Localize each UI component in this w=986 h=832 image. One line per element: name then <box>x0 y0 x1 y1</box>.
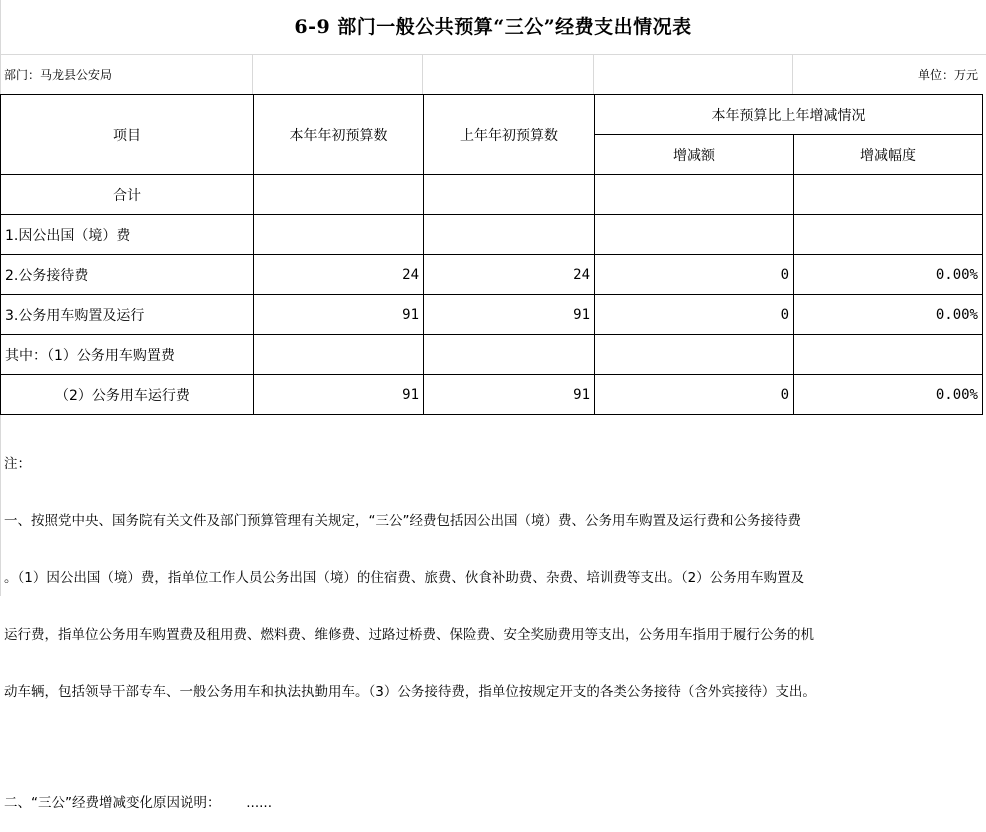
row-change: 0 <box>595 255 794 295</box>
budget-table <box>0 94 983 415</box>
gridline <box>792 54 793 94</box>
notes-line: 。（1）因公出国（境）费，指单位工作人员公务出国（境）的住宿费、旅费、伙食补助费、杂费、培训费等支出。（2）公务用车购置及 <box>4 570 805 586</box>
row-change <box>595 215 794 255</box>
row-last: 91 <box>424 295 595 335</box>
header-item: 项目 <box>1 95 254 175</box>
row-item: （2）公务用车运行费 <box>1 375 254 415</box>
header-current-budget: 本年年初预算数 <box>254 95 424 175</box>
notes-line: 运行费，指单位公务用车购置费及租用费、燃料费、维修费、过路过桥费、保险费、安全奖励费用等支出，公务用车指用于履行公务的机 <box>4 627 814 643</box>
row-current <box>254 335 424 375</box>
row-rate: 0.00% <box>794 375 983 415</box>
row-item: 其中：（1）公务用车购置费 <box>1 335 254 375</box>
header-compare-group: 本年预算比上年增减情况 <box>595 95 983 135</box>
row-current: 91 <box>254 295 424 335</box>
row-current <box>254 215 424 255</box>
gridline <box>252 54 253 94</box>
row-item: 3.公务用车购置及运行 <box>1 295 254 335</box>
notes-line: 一、按照党中央、国务院有关文件及部门预算管理有关规定，“三公”经费包括因公出国（境）费、公务用车购置及运行费和公务接待费 <box>4 513 801 529</box>
notes-line: 动车辆，包括领导干部专车、一般公务用车和执法执勤用车。（3）公务接待费，指单位按规定开支的各类公务接待（含外宾接待）支出。 <box>4 684 816 700</box>
row-rate: 0.00% <box>794 255 983 295</box>
row-current: 91 <box>254 375 424 415</box>
unit-label: 单位：万元 <box>917 68 978 82</box>
row-last: 91 <box>424 375 595 415</box>
row-item: 2.公务接待费 <box>1 255 254 295</box>
row-current <box>254 175 424 215</box>
gridline <box>0 54 986 55</box>
table-row <box>1 375 983 415</box>
row-item: 1.因公出国（境）费 <box>1 215 254 255</box>
table-row <box>1 215 983 255</box>
gridline <box>422 54 423 94</box>
table-row <box>1 255 983 295</box>
row-last <box>424 215 595 255</box>
notes-line: 二、“三公”经费增减变化原因说明： ...... <box>4 795 272 811</box>
row-last: 24 <box>424 255 595 295</box>
header-change-rate: 增减幅度 <box>794 135 983 175</box>
page-title: 6-9 部门一般公共预算“三公”经费支出情况表 <box>294 16 692 38</box>
row-change: 0 <box>595 375 794 415</box>
gridline <box>593 54 594 94</box>
row-last <box>424 175 595 215</box>
table-row <box>1 335 983 375</box>
row-rate <box>794 215 983 255</box>
row-change: 0 <box>595 295 794 335</box>
notes <box>4 417 980 832</box>
row-rate <box>794 175 983 215</box>
row-item: 合计 <box>1 175 254 215</box>
department-label: 部门：马龙县公安局 <box>4 68 113 82</box>
table-row <box>1 295 983 335</box>
row-change <box>595 175 794 215</box>
row-current: 24 <box>254 255 424 295</box>
header-last-budget: 上年年初预算数 <box>424 95 595 175</box>
header-change-amount: 增减额 <box>595 135 794 175</box>
table-row <box>1 175 983 215</box>
notes-heading: 注： <box>4 456 31 472</box>
row-rate: 0.00% <box>794 295 983 335</box>
notes-spacer <box>4 740 980 756</box>
row-last <box>424 335 595 375</box>
row-rate <box>794 335 983 375</box>
row-change <box>595 335 794 375</box>
